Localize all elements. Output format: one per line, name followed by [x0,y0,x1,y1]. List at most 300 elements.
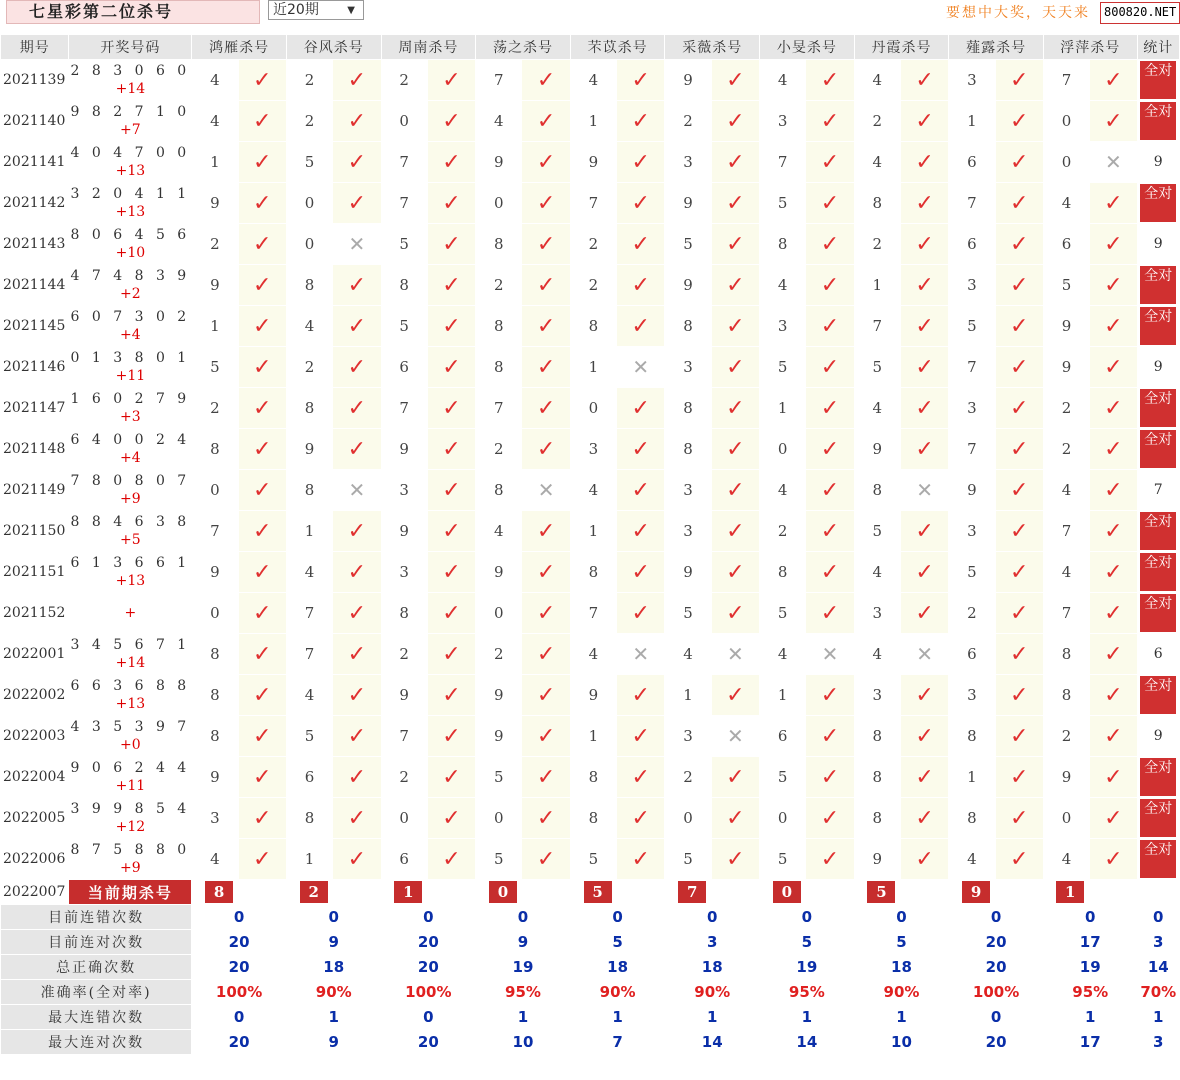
col-method: 谷风杀号 [286,35,381,60]
table-row [1,798,1180,839]
check-icon: ✓ [617,142,665,183]
kill-number: 9 [1043,306,1089,347]
kill-number: 2 [854,101,900,142]
cross-icon: ✕ [522,470,570,511]
check-icon: ✓ [900,347,948,388]
check-icon: ✓ [333,265,381,306]
kill-number: 8 [854,470,900,511]
draw-sum: +13 [115,696,146,712]
kill-number: 9 [476,716,522,757]
kill-number: 7 [949,429,995,470]
summary-row [1,980,1180,1005]
draw-digits: 8 8 4 6 3 8 [70,514,191,530]
period-cell: 2022002 [1,675,69,716]
summary-value: 20 [381,955,476,980]
all-correct-badge: 全对 [1140,676,1176,714]
table-row [1,101,1180,142]
current-kill-number: 7 [678,881,706,903]
summary-value: 9 [476,930,571,955]
summary-value: 3 [1137,930,1179,955]
kill-number: 1 [286,511,332,552]
summary-row [1,905,1180,930]
kill-number: 8 [854,757,900,798]
check-icon: ✓ [333,142,381,183]
check-icon: ✓ [617,183,665,224]
kill-number: 3 [665,142,711,183]
check-icon: ✓ [617,60,665,101]
summary-value: 90% [286,980,381,1005]
check-icon: ✓ [995,675,1043,716]
summary-value: 10 [854,1030,949,1055]
summary-label: 准确率(全对率) [1,980,192,1005]
kill-number: 1 [570,101,616,142]
check-icon: ✓ [333,634,381,675]
period-cell: 2021147 [1,388,69,429]
check-icon: ✓ [522,511,570,552]
kill-number: 2 [476,265,522,306]
check-icon: ✓ [617,388,665,429]
check-icon: ✓ [806,798,854,839]
check-icon: ✓ [900,142,948,183]
summary-value: 0 [949,1005,1044,1030]
kill-number: 8 [192,634,238,675]
all-correct-badge: 全对 [1140,594,1176,632]
kill-number: 7 [1043,511,1089,552]
summary-value: 0 [192,1005,287,1030]
check-icon: ✓ [617,593,665,634]
check-icon: ✓ [427,839,475,880]
check-icon: ✓ [427,183,475,224]
draw-sum: +10 [115,245,146,261]
all-correct-badge: 全对 [1140,61,1176,99]
period-cell: 2021144 [1,265,69,306]
check-icon: ✓ [333,429,381,470]
current-kill-number: 5 [584,881,612,903]
current-kill-number: 9 [962,881,990,903]
draw-cell [69,716,192,757]
check-icon: ✓ [1090,511,1137,552]
kill-number: 9 [192,757,238,798]
check-icon: ✓ [900,675,948,716]
summary-label: 最大连错次数 [1,1005,192,1030]
period-cell: 2021145 [1,306,69,347]
check-icon: ✓ [238,101,286,142]
kill-number: 4 [1043,183,1089,224]
period-cell: 2021148 [1,429,69,470]
summary-value: 9 [286,930,381,955]
kill-number: 0 [476,593,522,634]
kill-number: 5 [949,552,995,593]
check-icon: ✓ [427,388,475,429]
kill-number: 0 [1043,798,1089,839]
summary-value: 5 [854,930,949,955]
draw-cell [69,839,192,880]
kill-number: 5 [760,347,806,388]
draw-cell [69,798,192,839]
kill-number: 4 [949,839,995,880]
check-icon: ✓ [427,757,475,798]
draw-sum: +12 [115,819,146,835]
check-icon: ✓ [522,183,570,224]
summary-value: 1 [854,1005,949,1030]
summary-value: 100% [381,980,476,1005]
stat-cell [1137,306,1179,347]
summary-value: 5 [760,930,855,955]
kill-number: 2 [665,101,711,142]
kill-number: 2 [570,265,616,306]
check-icon: ✓ [806,511,854,552]
check-icon: ✓ [711,839,759,880]
kill-number: 3 [381,552,427,593]
kill-number-table [0,34,1180,1055]
check-icon: ✓ [617,306,665,347]
kill-number: 7 [381,388,427,429]
period-cell: 2021146 [1,347,69,388]
table-row [1,593,1180,634]
kill-number: 2 [381,60,427,101]
check-icon: ✓ [427,634,475,675]
kill-number: 4 [760,634,806,675]
summary-row [1,955,1180,980]
kill-number: 8 [1043,634,1089,675]
check-icon: ✓ [900,429,948,470]
summary-row [1,930,1180,955]
kill-number: 8 [854,716,900,757]
kill-number: 7 [570,593,616,634]
kill-number: 2 [1043,429,1089,470]
check-icon: ✓ [427,224,475,265]
kill-number: 3 [760,306,806,347]
draw-sum: +5 [120,532,141,548]
kill-number: 3 [949,511,995,552]
check-icon: ✓ [238,429,286,470]
summary-value: 1 [570,1005,665,1030]
kill-number: 7 [381,142,427,183]
check-icon: ✓ [806,429,854,470]
check-icon: ✓ [333,798,381,839]
kill-number: 8 [192,429,238,470]
draw-sum: +9 [120,860,141,876]
summary-value: 1 [665,1005,760,1030]
kill-number: 2 [760,511,806,552]
summary-value: 18 [665,955,760,980]
kill-number: 8 [381,265,427,306]
period-cell: 2022004 [1,757,69,798]
check-icon: ✓ [427,265,475,306]
kill-number: 1 [760,388,806,429]
header-row [1,35,1180,60]
check-icon: ✓ [995,511,1043,552]
draw-digits: 1 6 0 2 7 9 [70,391,191,407]
kill-number: 8 [476,470,522,511]
kill-number: 0 [760,429,806,470]
check-icon: ✓ [522,142,570,183]
check-icon: ✓ [711,265,759,306]
check-icon: ✓ [238,757,286,798]
table-row [1,388,1180,429]
kill-number: 5 [665,593,711,634]
check-icon: ✓ [333,839,381,880]
draw-digits: 4 3 5 3 9 7 [70,719,191,735]
check-icon: ✓ [1090,224,1137,265]
kill-number: 8 [854,183,900,224]
kill-number: 2 [570,224,616,265]
kill-number: 9 [854,839,900,880]
check-icon: ✓ [900,757,948,798]
check-icon: ✓ [995,470,1043,511]
kill-number: 8 [570,757,616,798]
kill-number: 1 [192,306,238,347]
kill-number: 8 [286,265,332,306]
kill-number: 9 [665,552,711,593]
kill-number: 9 [192,265,238,306]
draw-cell [69,429,192,470]
current-kill-number: 0 [773,881,801,903]
summary-value: 0 [854,905,949,930]
kill-number: 0 [665,798,711,839]
check-icon: ✓ [238,388,286,429]
kill-number: 6 [760,716,806,757]
summary-value: 0 [665,905,760,930]
kill-number: 0 [381,798,427,839]
kill-number: 9 [476,675,522,716]
kill-number: 4 [476,511,522,552]
kill-number: 4 [854,60,900,101]
check-icon: ✓ [806,183,854,224]
check-icon: ✓ [711,306,759,347]
check-icon: ✓ [522,224,570,265]
draw-sum: +0 [120,737,141,753]
check-icon: ✓ [427,101,475,142]
draw-sum: +11 [115,778,146,794]
kill-number: 4 [286,675,332,716]
check-icon: ✓ [427,552,475,593]
kill-number: 9 [286,429,332,470]
summary-value: 90% [854,980,949,1005]
check-icon: ✓ [427,347,475,388]
summary-value: 18 [570,955,665,980]
check-icon: ✓ [806,675,854,716]
all-correct-badge: 全对 [1140,430,1176,468]
all-correct-badge: 全对 [1140,266,1176,304]
draw-digits: 4 7 4 8 3 9 [70,268,191,284]
kill-number: 2 [1043,388,1089,429]
check-icon: ✓ [806,347,854,388]
summary-value: 3 [665,930,760,955]
kill-number: 2 [192,224,238,265]
current-stat-cell [1137,880,1179,905]
check-icon: ✓ [1090,716,1137,757]
kill-number: 7 [854,306,900,347]
kill-number: 5 [286,142,332,183]
kill-number: 8 [854,798,900,839]
kill-number: 6 [949,634,995,675]
kill-number: 4 [570,60,616,101]
check-icon: ✓ [711,757,759,798]
draw-digits: 3 4 5 6 7 1 [70,637,191,653]
table-row [1,306,1180,347]
summary-value: 95% [1043,980,1137,1005]
check-icon: ✓ [806,60,854,101]
summary-value: 3 [1137,1030,1179,1055]
kill-number: 8 [665,388,711,429]
check-icon: ✓ [617,429,665,470]
stat-cell [1137,265,1179,306]
col-method: 丹霞杀号 [854,35,949,60]
summary-value: 20 [381,930,476,955]
kill-number: 5 [665,224,711,265]
summary-value: 5 [570,930,665,955]
kill-number: 3 [854,593,900,634]
kill-number: 4 [1043,552,1089,593]
kill-number: 8 [665,306,711,347]
summary-label: 目前连错次数 [1,905,192,930]
kill-number: 8 [476,224,522,265]
check-icon: ✓ [333,101,381,142]
kill-number: 6 [1043,224,1089,265]
all-correct-badge: 全对 [1140,307,1176,345]
summary-value: 18 [286,955,381,980]
summary-value: 0 [476,905,571,930]
kill-number: 4 [854,388,900,429]
kill-number: 3 [381,470,427,511]
current-kill-cell [665,880,760,905]
kill-number: 5 [760,183,806,224]
kill-number: 7 [949,183,995,224]
draw-digits: 2 8 3 0 6 0 [70,63,191,79]
period-cell: 2022005 [1,798,69,839]
current-kill-cell [381,880,476,905]
dropdown-arrow-icon: ▼ [347,5,355,16]
summary-value: 20 [949,1030,1044,1055]
check-icon: ✓ [522,347,570,388]
check-icon: ✓ [333,60,381,101]
summary-value: 70% [1137,980,1179,1005]
all-correct-badge: 全对 [1140,553,1176,591]
draw-digits: 6 6 3 6 8 8 [70,678,191,694]
kill-number: 9 [476,552,522,593]
check-icon: ✓ [238,552,286,593]
check-icon: ✓ [238,224,286,265]
check-icon: ✓ [617,470,665,511]
check-icon: ✓ [333,757,381,798]
stat-cell [1137,798,1179,839]
stat-cell: 9 [1137,142,1179,183]
kill-number: 3 [760,101,806,142]
check-icon: ✓ [995,101,1043,142]
col-method: 荡之杀号 [476,35,571,60]
kill-number: 8 [476,306,522,347]
summary-label: 总正确次数 [1,955,192,980]
kill-number: 3 [949,265,995,306]
kill-number: 4 [476,101,522,142]
period-select[interactable] [268,0,364,20]
current-kill-cell [192,880,287,905]
check-icon: ✓ [238,634,286,675]
table-row [1,224,1180,265]
kill-number: 5 [760,593,806,634]
check-icon: ✓ [238,306,286,347]
all-correct-badge: 全对 [1140,184,1176,222]
check-icon: ✓ [617,511,665,552]
draw-digits: 8 7 5 8 8 0 [70,842,191,858]
kill-number: 8 [949,716,995,757]
check-icon: ✓ [522,552,570,593]
kill-number: 4 [760,470,806,511]
site-link[interactable]: 800820.NET [1100,2,1180,24]
summary-value: 90% [665,980,760,1005]
kill-number: 0 [476,798,522,839]
check-icon: ✓ [1090,347,1137,388]
summary-value: 100% [192,980,287,1005]
kill-number: 7 [192,511,238,552]
check-icon: ✓ [333,306,381,347]
check-icon: ✓ [333,183,381,224]
check-icon: ✓ [1090,757,1137,798]
check-icon: ✓ [995,265,1043,306]
check-icon: ✓ [900,716,948,757]
table-row [1,675,1180,716]
draw-digits: 9 0 6 2 4 4 [70,760,191,776]
stat-cell: 9 [1137,224,1179,265]
check-icon: ✓ [617,716,665,757]
summary-value: 20 [949,955,1044,980]
kill-number: 2 [854,224,900,265]
kill-number: 3 [949,388,995,429]
kill-number: 0 [192,470,238,511]
summary-value: 17 [1043,930,1137,955]
kill-number: 4 [1043,470,1089,511]
summary-value: 9 [286,1030,381,1055]
all-correct-badge: 全对 [1140,840,1176,878]
cross-icon: ✕ [711,716,759,757]
cross-icon: ✕ [333,470,381,511]
check-icon: ✓ [900,798,948,839]
kill-number: 7 [1043,60,1089,101]
check-icon: ✓ [617,224,665,265]
current-kill-cell [570,880,665,905]
kill-number: 7 [381,716,427,757]
draw-cell [69,142,192,183]
draw-digits: 3 9 9 8 5 4 [70,801,191,817]
kill-number: 4 [760,60,806,101]
draw-sum: +4 [120,450,141,466]
check-icon: ✓ [617,265,665,306]
kill-number: 6 [381,347,427,388]
draw-cell [69,552,192,593]
check-icon: ✓ [333,347,381,388]
check-icon: ✓ [427,470,475,511]
check-icon: ✓ [995,839,1043,880]
summary-value: 14 [1137,955,1179,980]
summary-label: 目前连对次数 [1,930,192,955]
col-draw: 开奖号码 [69,35,192,60]
summary-value: 10 [476,1030,571,1055]
check-icon: ✓ [1090,798,1137,839]
summary-value: 19 [476,955,571,980]
check-icon: ✓ [1090,60,1137,101]
summary-label: 最大连对次数 [1,1030,192,1055]
kill-number: 7 [476,60,522,101]
table-row [1,511,1180,552]
top-bar [0,0,1180,32]
check-icon: ✓ [238,347,286,388]
kill-number: 1 [760,675,806,716]
table-row [1,265,1180,306]
check-icon: ✓ [238,265,286,306]
kill-number: 2 [381,757,427,798]
kill-number: 2 [949,593,995,634]
